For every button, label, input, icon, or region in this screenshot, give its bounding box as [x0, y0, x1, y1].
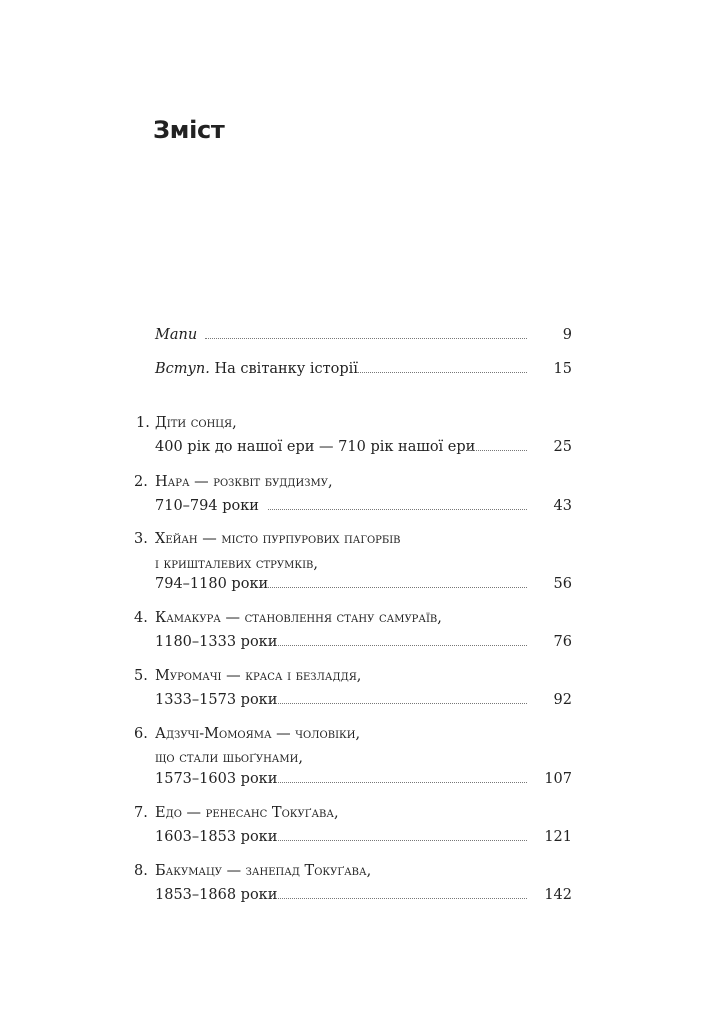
dot-leader: [276, 702, 527, 704]
toc-entry-page: 92: [553, 692, 572, 708]
toc-entry-title: [155, 725, 360, 743]
toc-entry-title-rest: На світанку історії: [209, 361, 358, 377]
toc-entry-title-name: Камакура: [155, 610, 221, 626]
dot-leader: [268, 508, 527, 510]
toc-entry-title-name: Нара: [155, 474, 190, 490]
chapter-number: 8.: [134, 863, 148, 879]
chapter-number: 1.: [136, 415, 150, 431]
toc-entry-page: 142: [544, 887, 572, 903]
toc-entry-page: 15: [553, 361, 572, 377]
toc-entry-dates: 1853–1868 роки: [155, 887, 278, 903]
chapter-number: 2.: [134, 474, 148, 490]
toc-entry-title-rest: — краса і безладдя,: [221, 668, 362, 684]
toc-entry-title-rest: — становлення стану самураїв,: [220, 610, 442, 626]
toc-entry-title: [155, 360, 358, 378]
toc-entry-title-rest: — чоловіки,: [271, 726, 361, 742]
toc-entry-title-rest: — розквіт буддизму,: [189, 474, 333, 490]
toc-entry-title-italic: Вступ.: [155, 361, 210, 377]
toc-entry-page: 121: [544, 829, 572, 845]
chapter-number: 7.: [134, 805, 148, 821]
toc-entry-subtitle: і кришталевих струмків,: [155, 556, 319, 572]
toc-entry-dates: 710–794 роки: [155, 498, 259, 514]
chapter-number: 5.: [134, 668, 148, 684]
toc-entry-title: [155, 530, 401, 548]
toc-entry-title: Мапи: [155, 327, 198, 343]
dot-leader: [268, 586, 527, 588]
dot-leader: [276, 897, 527, 899]
chapter-number: 6.: [134, 726, 148, 742]
chapter-number: 3.: [134, 531, 148, 547]
toc-entry-title-rest: — місто пурпурових пагорбів: [197, 531, 401, 547]
toc-entry-title-rest: — занепад Токуґава,: [221, 863, 372, 879]
toc-entry-title: [155, 609, 442, 627]
toc-entry-page: 9: [562, 327, 572, 343]
toc-entry-dates: 794–1180 роки: [155, 576, 269, 592]
toc-entry-dates: 1573–1603 роки: [155, 771, 278, 787]
toc-entry-title-rest: — ренесанс Токуґава,: [181, 805, 339, 821]
toc-entry-title: [155, 862, 371, 880]
toc-entry-title-name: Хейан: [155, 531, 198, 547]
toc-entry-title-name: Бакумацу: [155, 863, 222, 879]
dot-leader: [467, 449, 527, 451]
toc-entry-page: 76: [553, 634, 572, 650]
toc-entry-page: 107: [544, 771, 572, 787]
dot-leader: [276, 781, 527, 783]
toc-entry-title-name: Адзучі-Момояма: [155, 726, 272, 742]
toc-entry-title-name: Муромачі: [155, 668, 222, 684]
toc-entry-title: [155, 473, 333, 491]
toc-entry-title: [155, 804, 339, 822]
page-title: Зміст: [153, 116, 225, 144]
toc-entry-dates: 1333–1573 роки: [155, 692, 278, 708]
toc-entry-page: 56: [553, 576, 572, 592]
toc-entry-title-name: Діти сонця,: [155, 415, 237, 431]
chapter-number: 4.: [134, 610, 148, 626]
toc-entry-title-name: Едо: [155, 805, 182, 821]
toc-entry-dates: 1180–1333 роки: [155, 634, 278, 650]
toc-entry-subtitle: що стали шьоґунами,: [155, 750, 303, 766]
toc-entry-dates: 1603–1853 роки: [155, 829, 278, 845]
toc-entry-page: 43: [553, 498, 572, 514]
dot-leader: [358, 371, 527, 373]
toc-entry-title: [155, 667, 361, 685]
toc-entry-title: [155, 414, 237, 432]
toc-entry-page: 25: [553, 439, 572, 455]
dot-leader: [276, 644, 527, 646]
toc-entry-dates: 400 рік до нашої ери — 710 рік нашої ери: [155, 439, 476, 455]
dot-leader: [205, 337, 527, 339]
dot-leader: [276, 839, 527, 841]
